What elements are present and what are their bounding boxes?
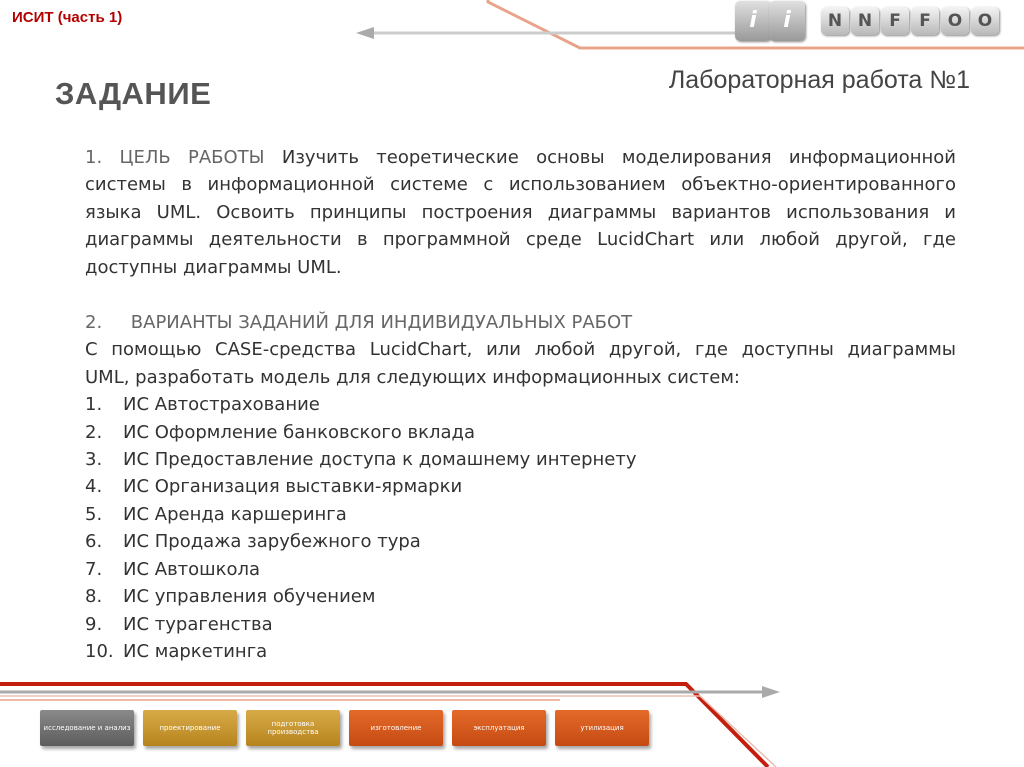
list-item-text: ИС Автошкола — [123, 558, 261, 580]
list-item-text: ИС управления обучением — [123, 586, 376, 608]
section2-label: 2. ВАРИАНТЫ ЗАДАНИЙ ДЛЯ ИНДИВИДУАЛЬНЫХ РАБОТ — [85, 312, 633, 334]
logo-innfoo — [735, 7, 1000, 41]
stage-research: исследование и анализ — [40, 710, 134, 746]
stage-disposal: утилизация — [555, 710, 649, 746]
list-item — [85, 528, 956, 555]
section2-intro-line: UML, разработать модель для следующих информационных систем: — [85, 366, 740, 388]
lifecycle-stages — [40, 710, 650, 752]
section1-line: диаграммы деятельности в программной среде LucidChart или любой другой, где — [85, 229, 956, 251]
logo-tile-5: F — [881, 7, 909, 35]
page-heading: ЗАДАНИЕ — [55, 76, 212, 111]
logo-tile-8: O — [971, 7, 999, 35]
list-item — [85, 391, 956, 418]
section1-line — [85, 144, 956, 171]
list-item-number: 8. — [85, 586, 103, 608]
list-item-number: 2. — [85, 421, 103, 443]
logo-tile-7: O — [941, 7, 969, 35]
list-item-text: ИС Аренда каршеринга — [123, 503, 347, 525]
list-item — [85, 473, 956, 500]
section1-line: языка UML. Освоить принципы построения диаграммы вариантов использования и — [85, 201, 956, 223]
list-item-text: ИС Продажа зарубежного тура — [123, 531, 421, 553]
logo-tile-6: F — [911, 7, 939, 35]
lab-title: Лабораторная работа №1 — [668, 66, 970, 94]
logo-tile-4: N — [851, 7, 879, 35]
stage-design: проектирование — [143, 710, 237, 746]
stage-preparation: подготовка производства — [246, 710, 340, 746]
logo-tile-2: i — [769, 1, 805, 41]
list-item-text: ИС Предоставление доступа к домашнему интернету — [123, 449, 637, 471]
list-item — [85, 556, 956, 583]
stage-operation: эксплуатация — [452, 710, 546, 746]
list-item-number: 9. — [85, 613, 103, 635]
list-item — [85, 501, 956, 528]
logo-tile-1: i — [735, 1, 771, 41]
list-item-text: ИС турагенства — [123, 613, 273, 635]
list-item — [85, 446, 956, 473]
list-item-number: 3. — [85, 449, 103, 471]
list-item-number: 1. — [85, 394, 103, 416]
section1-line: доступны диаграммы UML. — [85, 256, 342, 278]
list-item-text: ИС маркетинга — [123, 640, 268, 662]
list-item-number: 5. — [85, 503, 103, 525]
list-item-text: ИС Оформление банковского вклада — [123, 421, 476, 443]
stage-manufacturing: изготовление — [349, 710, 443, 746]
list-item — [85, 611, 956, 638]
list-item — [85, 583, 956, 610]
list-item-text: ИС Организация выставки-ярмарки — [123, 476, 463, 498]
list-item-number: 6. — [85, 531, 103, 553]
section1-text: Изучить теоретические основы моделирования информационной — [281, 147, 956, 168]
section1-line: системы в информационной системе с использованием объектно-ориентированного — [85, 174, 956, 196]
list-item — [85, 638, 956, 665]
list-item — [85, 419, 956, 446]
section2-intro-line: С помощью CASE-средства LucidChart, или любой другой, где доступны диаграммы — [85, 339, 956, 361]
logo-tile-3: N — [821, 7, 849, 35]
list-item-number: 10. — [85, 640, 114, 662]
course-title: ИСИТ (часть 1) — [12, 9, 123, 26]
task-content — [85, 144, 956, 665]
section1-label: 1. ЦЕЛЬ РАБОТЫ — [85, 147, 265, 168]
list-item-number: 7. — [85, 558, 103, 580]
list-item-text: ИС Автострахование — [123, 394, 320, 416]
list-item-number: 4. — [85, 476, 103, 498]
